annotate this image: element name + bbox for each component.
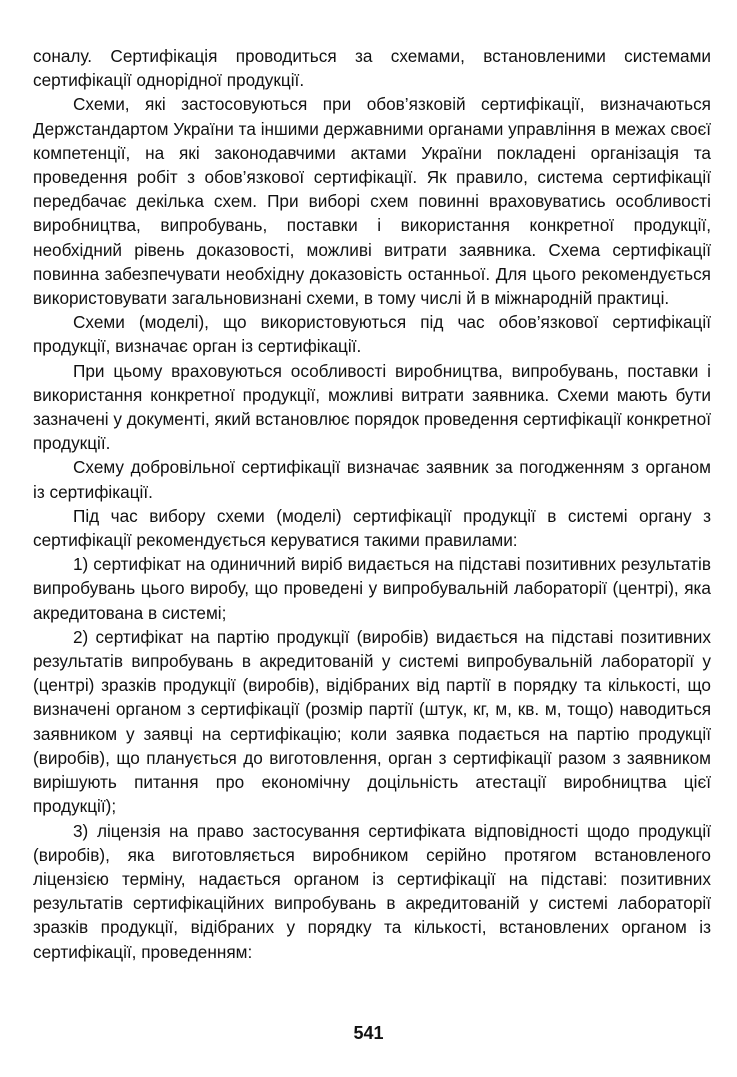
paragraph-considerations: При цьому враховуються особливості виробництва, випробувань, поставки і використання конкретної продукції, можливі витрати заявника. Схеми мають бути зазначені у документі, який встановлює порядок проведення сертифікації конкретної продукції. xyxy=(33,360,711,454)
list-item-rule-2: 2) сертифікат на партію продукції (виробів) видається на підставі позитивних результатів випробувань в акредитованій у системі випробувальній лабораторії у (центрі) зразків продукції (виробів), відібраних від партії в порядку та кількості, що визначені органом з сертифікації (розмір партії (штук, кг, м, кв. м, тощо) наводиться заявником у заявці на сертифікацію; коли заявка подається на партію продукції (виробів), що планується до виготовлення, орган з сертифікації разом з заявником вирішують питання про економічну доцільність атестації виробництва цієї продукції); xyxy=(33,626,711,817)
body-text xyxy=(33,44,711,964)
paragraph-rules-intro: Під час вибору схеми (моделі) сертифікації продукції в системі органу з сертифікації рекомендується керуватися такими правилами: xyxy=(33,505,711,551)
page-number: 541 xyxy=(353,1023,384,1043)
paragraph-schemes-mandatory: Схеми, які застосовуються при обов’язковій сертифікації, визначаються Держстандартом України та іншими державними органами управління в межах своєї компетенції, на які законодавчими актами України покладені організація та проведення робіт з обов’язкової сертифікації. Як правило, система сертифікації передбачає декілька схем. При виборі схем повинні враховуватись особливості виробництва, випробувань, поставки і використання конкретної продукції, необхідний рівень доказовості, можливі витрати заявника. Схема сертифікації повинна забезпечувати необхідну доказовість останньої. Для цього рекомендується використовувати загальновизнані схеми, в тому числі й в міжнародній практиці. xyxy=(33,94,711,309)
list-item-rule-1: 1) сертифікат на одиничний виріб видається на підставі позитивних результатів випробувань цього виробу, що проведені у випробувальній лабораторії (центрі), яка акредитована в системі; xyxy=(33,554,711,623)
list-item-rule-3: 3) ліцензія на право застосування сертифіката відповідності щодо продукції (виробів), яка виготовляється виробником серійно протягом встановленого ліцензією терміну, надається органом із сертифікації на підставі: позитивних результатів сертифікаційних випробувань в акредитованій у системі лабораторії зразків продукції, відібраних у порядку та кількості, встановлених органом із сертифікації, проведенням: xyxy=(33,820,711,962)
paragraph-continuation: соналу. Сертифікація проводиться за схемами, встановленими системами сертифікації однорідної продукції. xyxy=(33,46,711,91)
paragraph-voluntary: Схему добровільної сертифікації визначає заявник за погодженням з органом із сертифікації. xyxy=(33,457,711,502)
paragraph-schemes-models: Схеми (моделі), що використовуються під час обов’язкової сертифікації продукції, визначає орган із сертифікації. xyxy=(33,312,711,357)
